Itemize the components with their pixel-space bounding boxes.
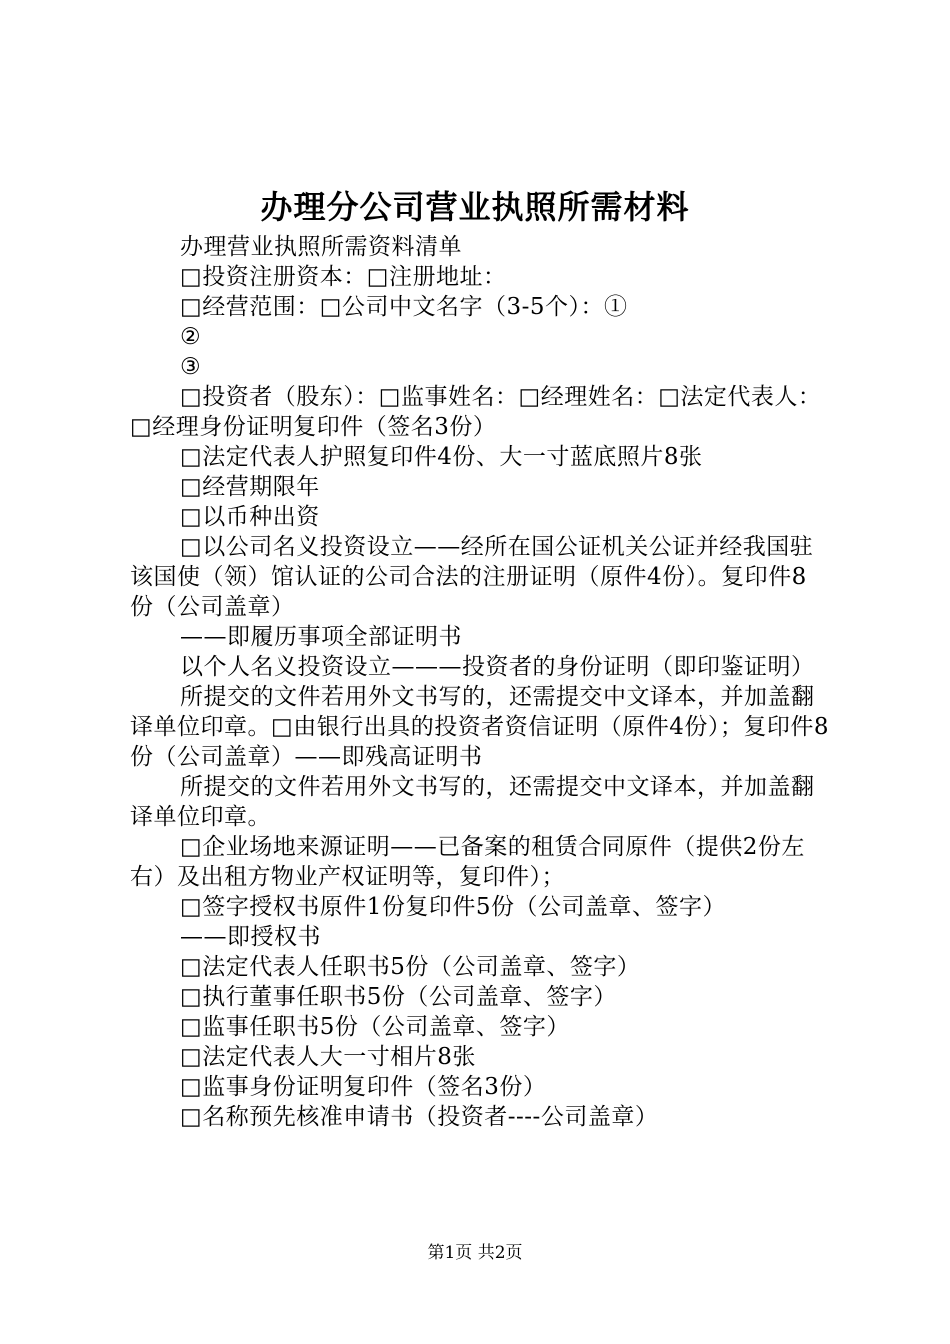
paragraph: 以个人名义投资设立———投资者的身份证明（即印鉴证明） — [180, 654, 815, 680]
paragraph: 办理营业执照所需资料清单 — [180, 234, 462, 260]
paragraph: 所提交的文件若用外文书写的，还需提交中文译本，并加盖翻译单位印章。 — [130, 774, 815, 830]
paragraph: ——即授权书 — [180, 924, 321, 950]
paragraph: □经营范围：□公司中文名字（3-5个）：① — [180, 294, 628, 320]
paragraph: □执行董事任职书5份（公司盖章、签字） — [180, 984, 617, 1010]
paragraph: □监事任职书5份（公司盖章、签字） — [180, 1014, 570, 1040]
paragraph: □投资者（股东）：□监事姓名：□经理姓名：□法定代表人：□经理身份证明复印件（签名3份） — [130, 384, 822, 440]
paragraph: □企业场地来源证明——已备案的租赁合同原件（提供2份左右）及出租方物业产权证明等，复印件）； — [130, 834, 805, 890]
paragraph: ③ — [180, 354, 202, 380]
paragraph: □经营期限年 — [180, 474, 320, 500]
paragraph: □以公司名义投资设立——经所在国公证机关公证并经我国驻该国使（领）馆认证的公司合法的注册证明（原件4份）。复印件8份（公司盖章） — [130, 534, 814, 620]
page-footer: 第1页 共2页 — [427, 1243, 523, 1263]
paragraph: ——即履历事项全部证明书 — [180, 624, 462, 650]
paragraph: □投资注册资本：□注册地址： — [180, 264, 507, 290]
paragraph: 所提交的文件若用外文书写的，还需提交中文译本，并加盖翻译单位印章。□由银行出具的投资者资信证明（原件4份）；复印件8份（公司盖章）——即残高证明书 — [130, 684, 829, 770]
document-title: 办理分公司营业执照所需材料 — [260, 188, 690, 226]
document-body — [130, 232, 830, 1132]
paragraph: □以币种出资 — [180, 504, 320, 530]
paragraph: □法定代表人任职书5份（公司盖章、签字） — [180, 954, 641, 980]
paragraph: □签字授权书原件1份复印件5份（公司盖章、签字） — [180, 894, 726, 920]
paragraph: ② — [180, 324, 202, 350]
paragraph: □名称预先核准申请书（投资者----公司盖章） — [180, 1104, 659, 1130]
paragraph: □监事身份证明复印件（签名3份） — [180, 1074, 547, 1100]
paragraph: □法定代表人护照复印件4份、大一寸蓝底照片8张 — [180, 444, 703, 470]
paragraph: □法定代表人大一寸相片8张 — [180, 1044, 476, 1070]
